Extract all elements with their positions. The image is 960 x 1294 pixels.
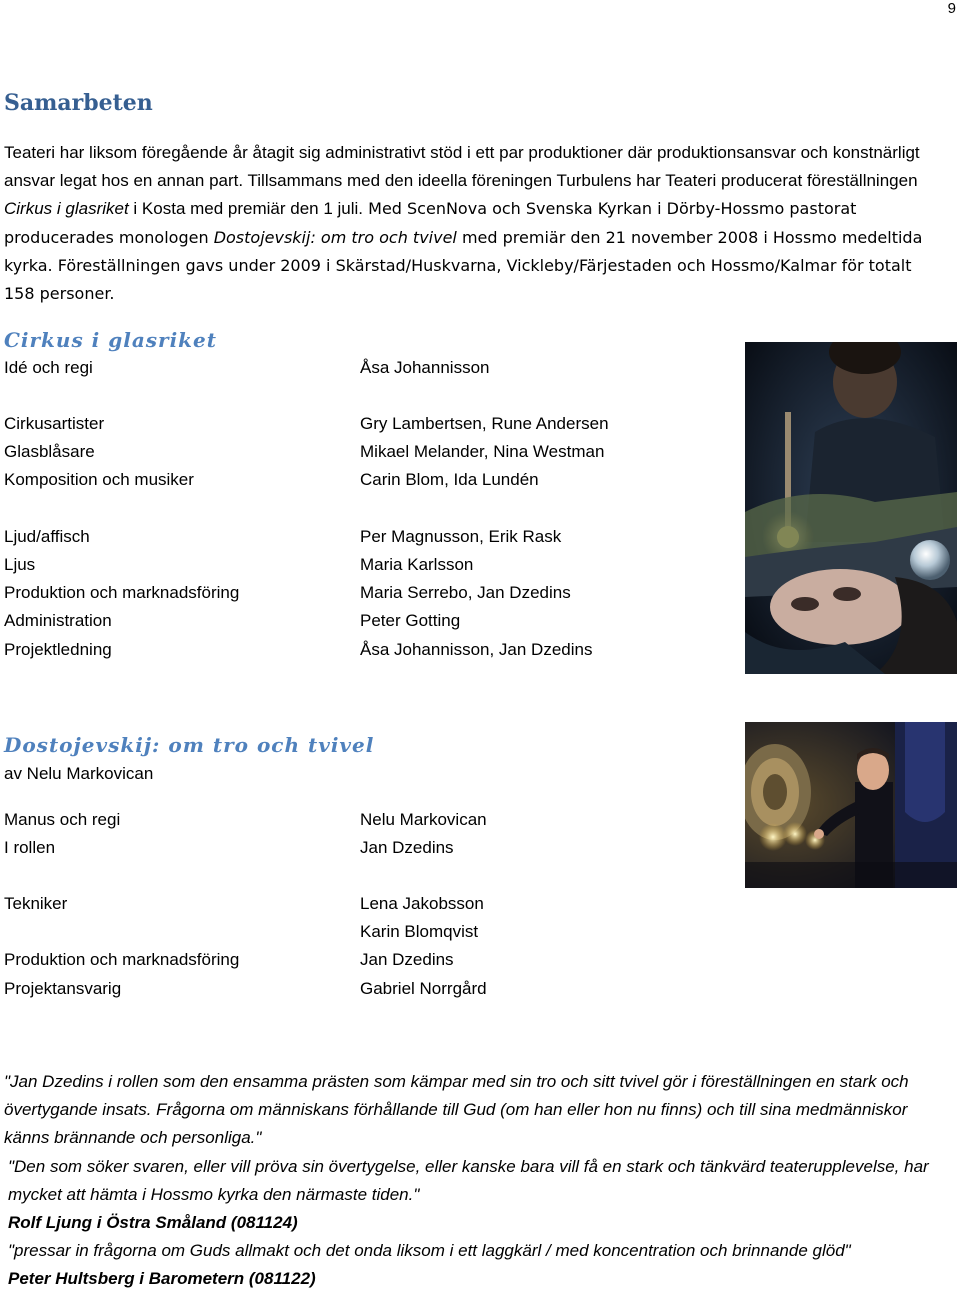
credit-role: Ljud/affisch: [4, 527, 90, 546]
credit-role: Ljus: [4, 555, 36, 574]
review-quotes: [4, 1068, 949, 1294]
review-quote-2: "Den som söker svaren, eller vill pröva sin övertygelse, eller kanske bara vill få en stark och tänkvärd teaterupplevelse, har mycket att hämta i Hossmo kyrka den närmaste tiden.": [8, 1156, 929, 1204]
page-number: 9: [947, 0, 956, 17]
credit-role: Komposition och musiker: [4, 470, 194, 489]
dosto-photo: [745, 722, 957, 888]
dosto-byline: av Nelu Markovican: [4, 764, 154, 783]
credit-name: Maria Karlsson: [360, 555, 474, 574]
cirkus-photo: [745, 342, 957, 674]
intro-paragraph: [4, 139, 939, 308]
credit-row: [0, 838, 700, 866]
credit-name: Åsa Johannisson: [360, 358, 490, 377]
review-source-1: Rolf Ljung i Östra Småland (081124): [8, 1213, 298, 1233]
credit-name: Maria Serrebo, Jan Dzedins: [360, 583, 571, 602]
credit-name: Gry Lambertsen, Rune Andersen: [360, 414, 609, 433]
credit-role: Produktion och marknadsföring: [4, 950, 240, 969]
credit-role: Cirkusartister: [4, 414, 105, 433]
credit-row: [0, 442, 700, 470]
intro-cirkus-title: Cirkus i glasriket: [4, 199, 129, 219]
credit-name: Peter Gotting: [360, 611, 461, 630]
credit-name: Åsa Johannisson, Jan Dzedins: [360, 640, 593, 659]
credit-row: [0, 810, 700, 838]
intro-sentence-3: Med ScenNova och Svenska Kyrkan i Dörby-Hossmo pastorat producerades monologen: [4, 199, 857, 247]
review-quote-1: "Jan Dzedins i rollen som den ensamma prästen som kämpar med sin tro och sitt tvivel gör i föreställningen en stark och övertygande insats. Frågorna om människans förhållande till Gud (om han eller hon nu finns) och till sina medmänniskor känns brännande och personliga.": [4, 1072, 909, 1148]
credit-role: Manus och regi: [4, 810, 121, 829]
credit-name: Carin Blom, Ida Lundén: [360, 470, 539, 489]
credit-row: [0, 950, 700, 978]
credit-row: [0, 583, 700, 611]
review-quote-3: "pressar in frågorna om Guds allmakt och det onda liksom i ett laggkärl / med koncentration och brinnande glöd": [8, 1241, 851, 1261]
intro-sentence-1: Teateri har liksom föregående år åtagit sig administrativt stöd i ett par produktioner där produktionsansvar och konstnärligt ansvar legat hos en annan part. Tillsammans med den ideella föreningen Turbulens har Teateri producerat föreställningen: [4, 143, 920, 191]
credit-role: Administration: [4, 611, 112, 630]
intro-sentence-2: i Kosta med premiär den 1 juli.: [128, 199, 364, 219]
credit-role: I rollen: [4, 838, 56, 857]
credit-name: Nelu Markovican: [360, 810, 487, 829]
page-heading: Samarbeten: [4, 90, 153, 116]
credit-role: Tekniker: [4, 894, 68, 913]
credit-row: [0, 640, 700, 668]
credit-row: [0, 979, 700, 1007]
credit-row: [0, 611, 700, 639]
credit-row: [0, 894, 700, 922]
intro-sentence-4: med premiär den 21 november 2008 i Hossmo medeltida kyrka. Föreställningen gavs under 2009 i Skärstad/Huskvarna, Vickleby/Färjestaden och Hossmo/Kalmar för totalt 158 personer.: [4, 227, 923, 304]
credit-row: [0, 922, 700, 950]
credit-name: Karin Blomqvist: [360, 922, 479, 941]
cirkus-heading: Cirkus i glasriket: [4, 328, 217, 352]
credit-name: Per Magnusson, Erik Rask: [360, 527, 562, 546]
dosto-heading: Dostojevskij: om tro och tvivel: [4, 733, 375, 757]
credit-name: Gabriel Norrgård: [360, 979, 487, 998]
credit-row: [0, 527, 700, 555]
credit-name: Jan Dzedins: [360, 838, 454, 857]
credit-role: Idé och regi: [4, 358, 93, 377]
credit-role: Projektansvarig: [4, 979, 122, 998]
credit-name: Mikael Melander, Nina Westman: [360, 442, 605, 461]
credit-name: Lena Jakobsson: [360, 894, 484, 913]
credit-row: [0, 414, 700, 442]
credit-role: Produktion och marknadsföring: [4, 583, 240, 602]
credit-row: [0, 555, 700, 583]
intro-dosto-title: Dostojevskij: om tro och tvivel: [213, 227, 457, 247]
credit-role: Projektledning: [4, 640, 112, 659]
credit-row: [0, 470, 700, 498]
credit-role: Glasblåsare: [4, 442, 95, 461]
credit-name: Jan Dzedins: [360, 950, 454, 969]
credit-row: [0, 358, 700, 386]
review-source-2: Peter Hultsberg i Barometern (081122): [8, 1269, 316, 1289]
